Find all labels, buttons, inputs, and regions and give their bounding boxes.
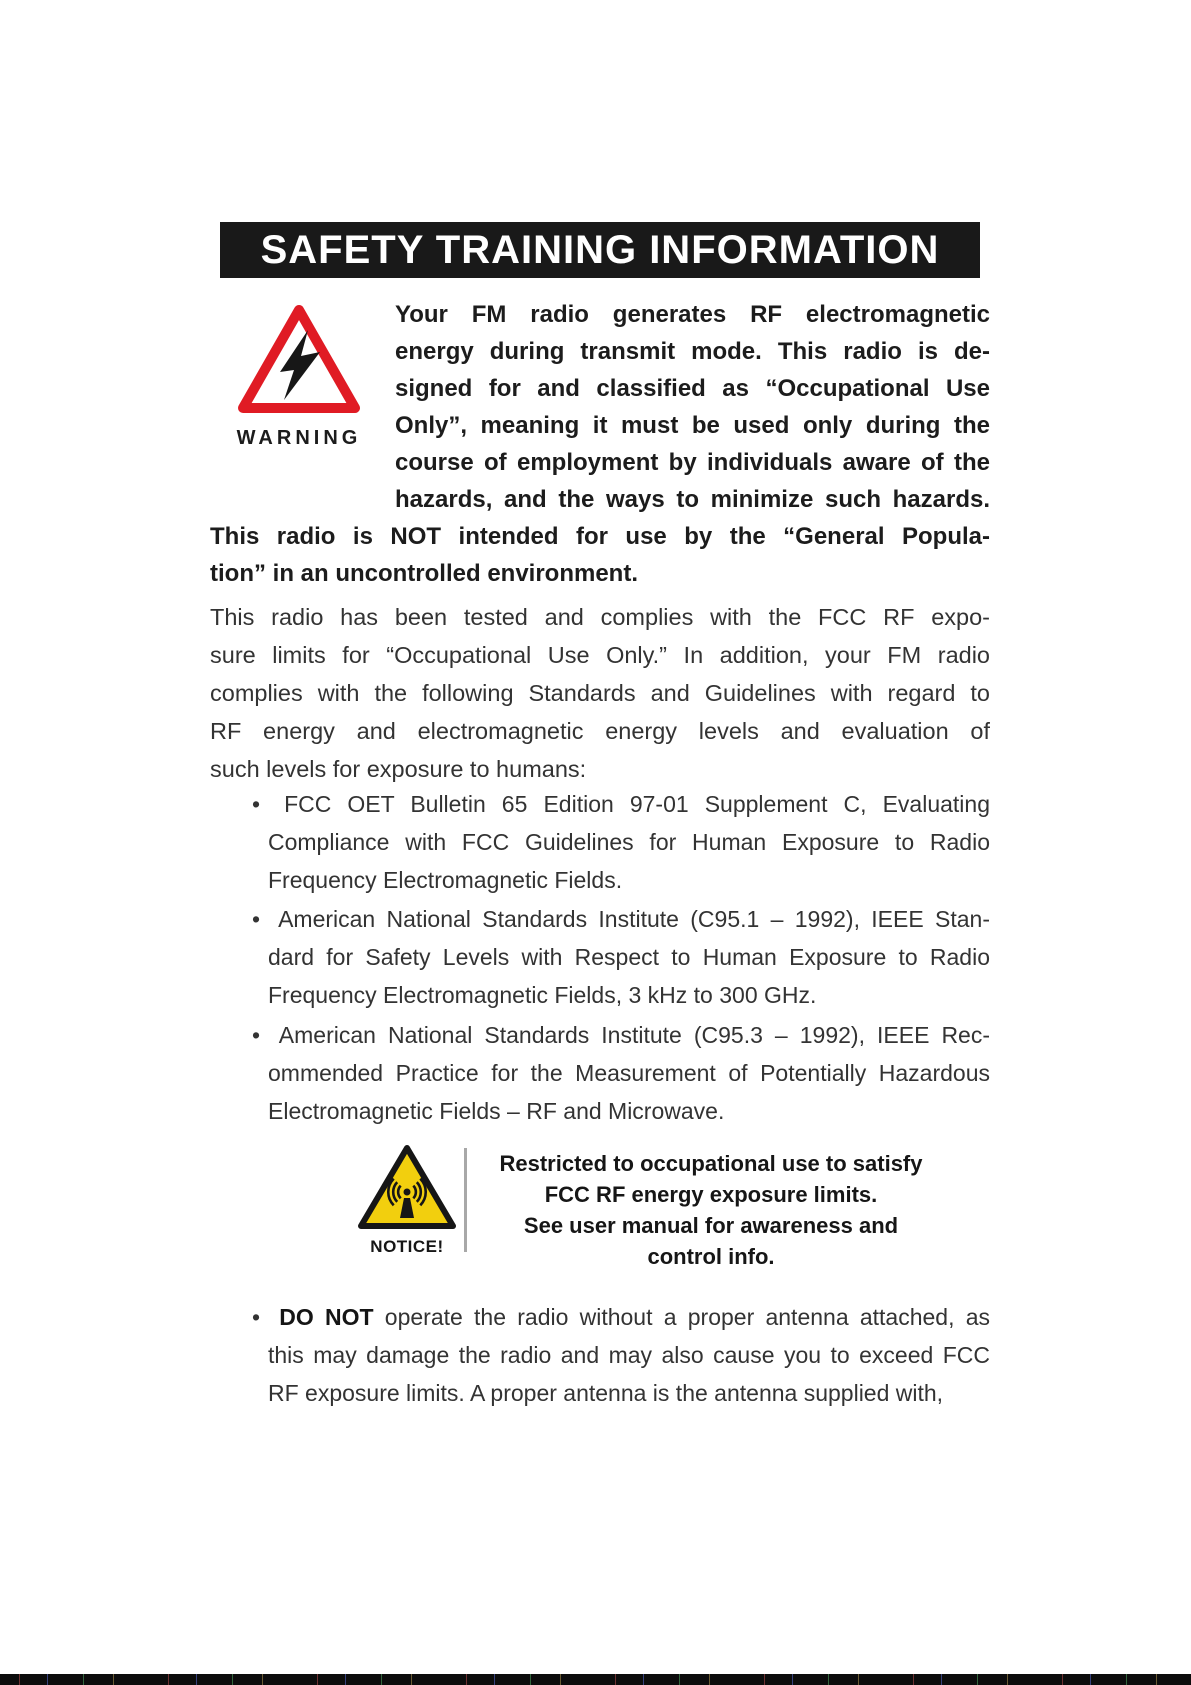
notice-icon-block <box>352 1142 462 1257</box>
warning-intro-section <box>210 296 990 592</box>
notice-label: NOTICE! <box>370 1237 444 1256</box>
warning-label: WARNING <box>236 427 362 449</box>
do-not-emphasis: DO NOT <box>279 1304 374 1330</box>
bullet-marker: • <box>252 791 261 817</box>
standards-bullet-item <box>210 1016 990 1130</box>
bullet-marker: • <box>252 1304 261 1330</box>
text-line: signed for and classified as “Occupational Use <box>395 375 990 402</box>
section-title-bar <box>220 222 980 278</box>
text-line: • DO NOT operate the radio without a proper antenna attached, as <box>252 1298 990 1336</box>
notice-text <box>476 1148 946 1272</box>
text-line: RF exposure limits. A proper antenna is the antenna supplied with, <box>268 1380 944 1406</box>
compliance-paragraph <box>210 598 990 788</box>
text-line: Electromagnetic Fields – RF and Microwave. <box>268 1098 725 1124</box>
notice-rf-triangle-icon <box>355 1142 459 1232</box>
text-line: See user manual for awareness and <box>523 1213 899 1238</box>
text-line: • American National Standards Institute (C95.3 – 1992), IEEE Rec- <box>252 1016 990 1054</box>
bullet-marker: • <box>252 906 261 932</box>
text-line: This radio has been tested and complies with the FCC RF expo- <box>210 604 990 630</box>
scan-artifact-bar <box>0 1674 1191 1685</box>
text-line: such levels for exposure to humans: <box>210 756 587 782</box>
warning-icon-block <box>234 300 364 450</box>
bullet-marker: • <box>252 1022 261 1048</box>
text-line: • FCC OET Bulletin 65 Edition 97-01 Supplement C, Evaluating <box>252 785 990 823</box>
text-line: dard for Safety Levels with Respect to Human Exposure to Radio <box>268 944 990 970</box>
standards-bullet-item <box>210 900 990 1014</box>
text-line: RF energy and electromagnetic energy levels and evaluation of <box>210 718 990 744</box>
text-line: complies with the following Standards and Guidelines with regard to <box>210 680 990 706</box>
do-not-bullet-item <box>210 1298 990 1412</box>
page-title: SAFETY TRAINING INFORMATION <box>260 227 940 272</box>
text-line: energy during transmit mode. This radio is de- <box>395 338 990 365</box>
notice-divider <box>464 1148 467 1252</box>
standards-bullet-item <box>210 785 990 899</box>
text-line: this may damage the radio and may also cause you to exceed FCC <box>268 1342 990 1368</box>
text-line: hazards, and the ways to minimize such hazards. <box>395 486 990 513</box>
text-line: ommended Practice for the Measurement of Potentially Hazardous <box>268 1060 990 1086</box>
text-line: Frequency Electromagnetic Fields, 3 kHz to 300 GHz. <box>268 982 817 1008</box>
text-line: Only”, meaning it must be used only during the <box>395 412 990 439</box>
text-line: Restricted to occupational use to satisfy <box>499 1151 923 1176</box>
text-line: FCC RF energy exposure limits. <box>544 1182 878 1207</box>
warning-lightning-triangle-icon <box>236 300 362 418</box>
text-line: sure limits for “Occupational Use Only.” In addition, your FM radio <box>210 642 990 668</box>
text-line: course of employment by individuals aware of the <box>395 449 990 476</box>
text-line: • American National Standards Institute (C95.1 – 1992), IEEE Stan- <box>252 900 990 938</box>
text-line: Frequency Electromagnetic Fields. <box>268 867 623 893</box>
text-line: Compliance with FCC Guidelines for Human Exposure to Radio <box>268 829 990 855</box>
notice-box <box>210 1140 990 1290</box>
text-line: Your FM radio generates RF electromagnetic <box>395 301 990 328</box>
text-line: tion” in an uncontrolled environment. <box>210 560 639 587</box>
text-line: control info. <box>647 1244 775 1269</box>
text-line: This radio is NOT intended for use by the “General Popula- <box>210 523 990 550</box>
